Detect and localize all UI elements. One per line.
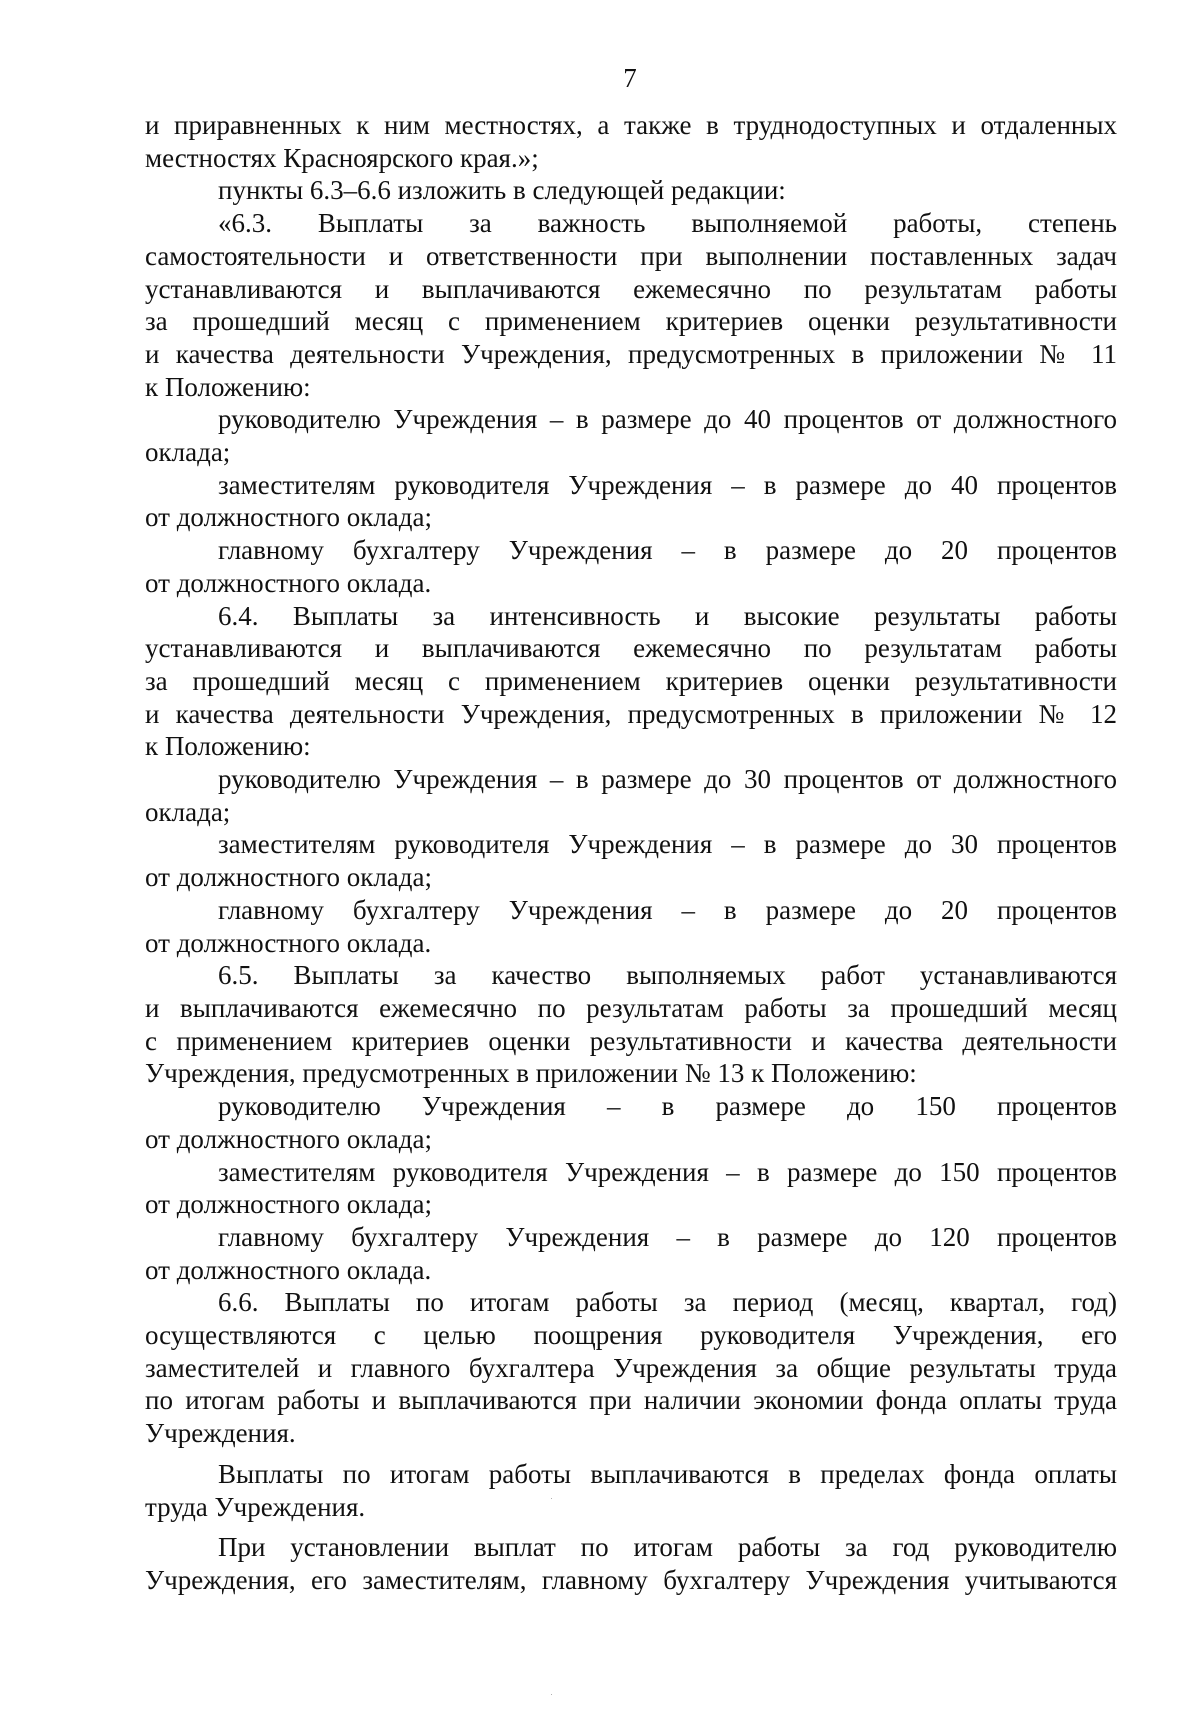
- text-line: за прошедший месяц с применением критериев оценки результативности: [145, 665, 1117, 696]
- text-line: от должностного оклада.: [145, 567, 432, 598]
- text-line: руководителю Учреждения – в размере до 150 процентов: [218, 1091, 1117, 1122]
- text-line: оклада;: [145, 437, 231, 468]
- text-line: от должностного оклада.: [145, 1254, 432, 1285]
- text-line: и приравненных к ним местностях, а также в труднодоступных и отдаленных: [145, 110, 1117, 140]
- text-line: осуществляются с целью поощрения руководителя Учреждения, его: [145, 1320, 1117, 1351]
- text-line: 6.5. Выплаты за качество выполняемых работ устанавливаются: [218, 960, 1117, 991]
- text-line: оклада;: [145, 796, 231, 827]
- text-line: главному бухгалтеру Учреждения – в размере до 120 процентов: [218, 1221, 1117, 1252]
- text-line: от должностного оклада;: [145, 1189, 433, 1220]
- text-line: и выплачиваются ежемесячно по результатам работы за прошедший месяц: [145, 992, 1117, 1023]
- text-line: 6.4. Выплаты за интенсивность и высокие результаты работы: [218, 600, 1117, 631]
- text-line: труда Учреждения.: [145, 1491, 366, 1522]
- text-line: от должностного оклада;: [145, 502, 433, 533]
- text-line: за прошедший месяц с применением критериев оценки результативности: [145, 306, 1117, 337]
- text-line: Выплаты по итогам работы выплачиваются в пределах фонда оплаты: [218, 1458, 1117, 1489]
- text-line: При установлении выплат по итогам работы за год руководителю: [218, 1532, 1117, 1563]
- text-line: по итогам работы и выплачиваются при наличии экономии фонда оплаты труда: [145, 1385, 1117, 1416]
- scan-speck: [551, 1694, 552, 1695]
- text-line: самостоятельности и ответственности при выполнении поставленных задач: [145, 240, 1117, 271]
- text-line: Учреждения, предусмотренных в приложении № 13 к Положению:: [145, 1058, 917, 1089]
- text-line: заместителям руководителя Учреждения – в размере до 30 процентов: [218, 829, 1117, 860]
- paragraph-gap: [145, 1450, 1117, 1458]
- text-line: от должностного оклада;: [145, 862, 433, 893]
- text-line: и качества деятельности Учреждения, предусмотренных в приложении № 11: [145, 338, 1117, 369]
- text-line: Учреждения.: [145, 1418, 296, 1449]
- text-line: заместителей и главного бухгалтера Учреждения за общие результаты труда: [145, 1352, 1117, 1383]
- text-line: устанавливаются и выплачиваются ежемесячно по результатам работы: [145, 633, 1117, 664]
- text-line: 6.6. Выплаты по итогам работы за период (месяц, квартал, год): [218, 1287, 1117, 1318]
- text-line: пункты 6.3–6.6 изложить в следующей редакции:: [218, 175, 786, 206]
- text-line: к Положению:: [145, 731, 311, 762]
- paragraph-gap: [145, 1523, 1117, 1531]
- text-line: с применением критериев оценки результативности и качества деятельности: [145, 1025, 1117, 1056]
- text-line: заместителям руководителя Учреждения – в размере до 40 процентов: [218, 469, 1117, 500]
- text-line: Учреждения, его заместителям, главному бухгалтеру Учреждения учитываются: [145, 1564, 1117, 1595]
- text-line: главному бухгалтеру Учреждения – в размере до 20 процентов: [218, 894, 1117, 925]
- text-line: и качества деятельности Учреждения, предусмотренных в приложении № 12: [145, 698, 1117, 729]
- text-line: главному бухгалтеру Учреждения – в размере до 20 процентов: [218, 535, 1117, 566]
- text-line: руководителю Учреждения – в размере до 30 процентов от должностного: [218, 764, 1117, 795]
- text-line: от должностного оклада.: [145, 927, 432, 958]
- page-number: 7: [623, 63, 637, 93]
- text-line: «6.3. Выплаты за важность выполняемой работы, степень: [218, 208, 1117, 239]
- text-line: заместителям руководителя Учреждения – в размере до 150 процентов: [218, 1156, 1117, 1187]
- scan-speck: [551, 1498, 552, 1499]
- document-body: [145, 109, 1117, 1597]
- text-line: руководителю Учреждения – в размере до 40 процентов от должностного: [218, 404, 1117, 435]
- text-line: к Положению:: [145, 371, 311, 402]
- text-line: от должностного оклада;: [145, 1123, 433, 1154]
- text-line: местностях Красноярского края.»;: [145, 142, 539, 173]
- text-line: устанавливаются и выплачиваются ежемесячно по результатам работы: [145, 273, 1117, 304]
